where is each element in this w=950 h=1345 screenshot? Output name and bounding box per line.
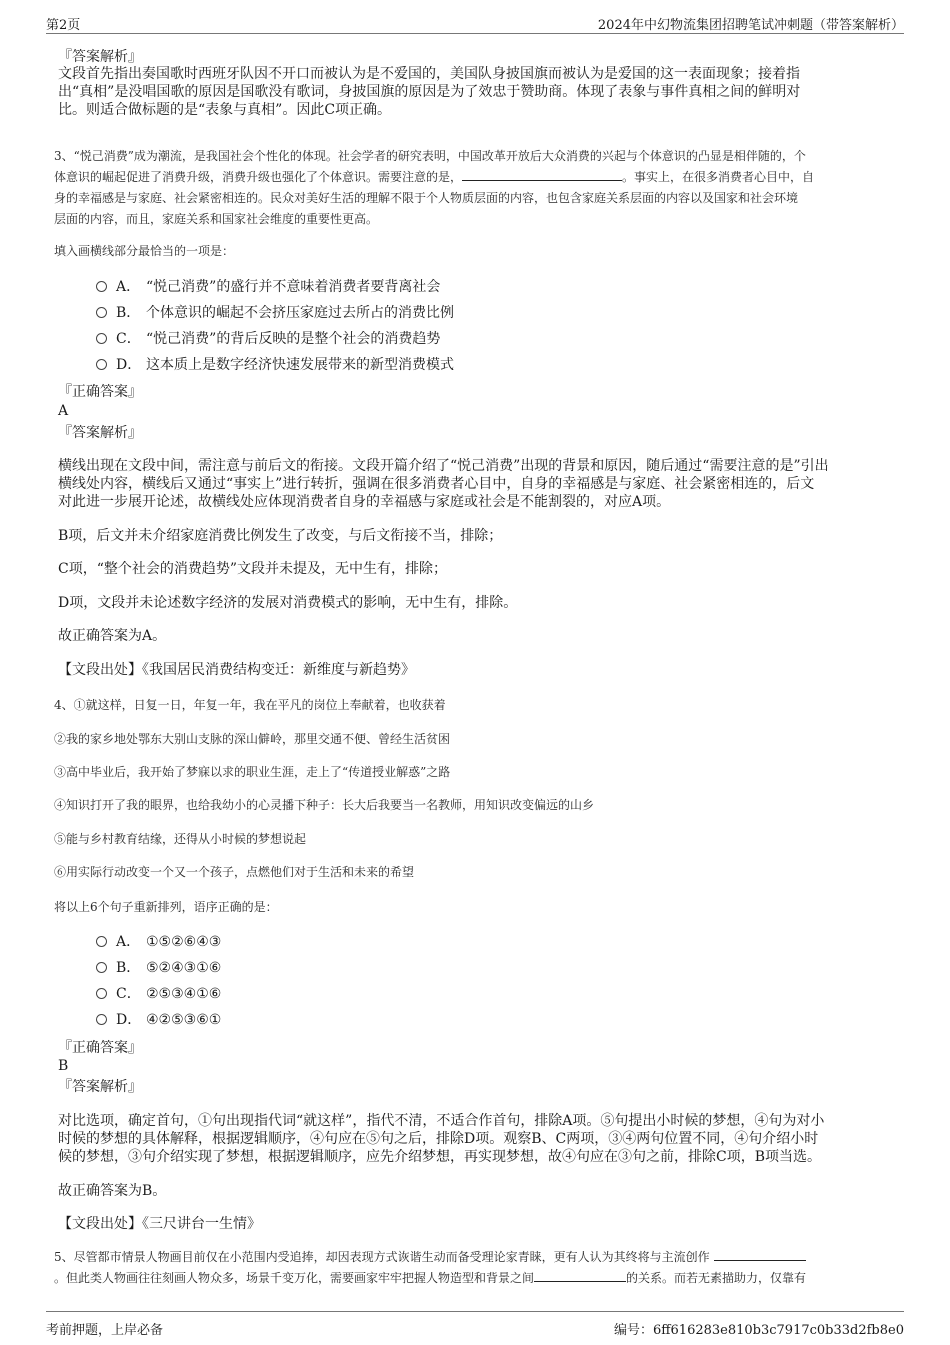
option-d[interactable] — [96, 1010, 221, 1030]
question-3-line: 3、“悦己消费”成为潮流，是我国社会个性化的体现。社会学者的研究表明，中国改革开放后大众消费的兴起与个体意识的凸显是相伴随的，个 — [54, 149, 806, 163]
correct-answer: A — [58, 403, 69, 419]
analysis-line: 对此进一步展开论述，故横线处应体现消费者自身的幸福感与家庭或社会是不能割裂的，对应A项。 — [58, 494, 671, 510]
option-b[interactable] — [96, 958, 221, 978]
option-b[interactable] — [96, 303, 454, 323]
radio-icon[interactable] — [96, 962, 107, 973]
footer-slogan: 考前押题，上岸必备 — [46, 1323, 164, 1338]
analysis-line: 文段首先指出奏国歌时西班牙队因不开口而被认为是不爱国的，美国队身披国旗而被认为是爱国的这一表面现象；接着指 — [58, 66, 800, 82]
radio-icon[interactable] — [96, 988, 107, 999]
conclusion: 故正确答案为B。 — [58, 1183, 167, 1199]
question-5-line — [54, 1247, 896, 1268]
fill-blank — [462, 168, 622, 181]
analysis-line: 时候的梦想的具体解释，根据逻辑顺序，④句应在⑤句之后，排除D项。观察B、C两项，③④两句位置不同，④句介绍小时 — [58, 1131, 819, 1147]
radio-icon[interactable] — [96, 307, 107, 318]
document-id: 编号：6ff616283e810b3c7917c0b33d2fb8e0 — [614, 1323, 904, 1338]
option-text: 这本质上是数字经济快速发展带来的新型消费模式 — [146, 357, 454, 373]
footer-divider — [46, 1311, 904, 1312]
question-4-sentence: 4、①就这样，日复一日，年复一年，我在平凡的岗位上奉献着，也收获着 — [54, 698, 446, 712]
page-footer — [0, 1305, 950, 1345]
radio-icon[interactable] — [96, 936, 107, 947]
analysis-note-c: C项，“整个社会的消费趋势”文段并未提及，无中生有，排除； — [58, 561, 448, 577]
option-d[interactable] — [96, 355, 454, 375]
source-citation: 【文段出处】《我国居民消费结构变迁：新维度与新趋势》 — [58, 662, 415, 678]
radio-icon[interactable] — [96, 359, 107, 370]
option-text: ④②⑤③⑥① — [146, 1012, 222, 1028]
page-header — [0, 0, 950, 34]
question-5-line — [54, 1268, 896, 1289]
radio-icon[interactable] — [96, 1014, 107, 1025]
analysis-line: 比。则适合做标题的是“表象与真相”。因此C项正确。 — [58, 102, 392, 118]
option-c[interactable] — [96, 984, 221, 1004]
page-number: 第2页 — [46, 18, 81, 33]
fill-blank — [714, 1248, 806, 1261]
radio-icon[interactable] — [96, 281, 107, 292]
option-letter: D． — [116, 357, 142, 373]
question-3-text: 体意识的崛起促进了消费升级，消费升级也强化了个体意识。需要注意的是， — [54, 170, 463, 184]
correct-answer-label: 『正确答案』 — [58, 1040, 142, 1056]
question-4-sentence: ②我的家乡地处鄂东大别山支脉的深山僻岭，那里交通不便、曾经生活贫困 — [54, 732, 451, 746]
analysis-line: 出“真相”是没唱国歌的原因是国歌没有歌词，身披国旗的原因是为了效忠于赞助商。体现了表象与事件真相之间的鲜明对 — [58, 84, 801, 100]
option-text: “悦己消费”的盛行并不意味着消费者要背离社会 — [146, 279, 441, 295]
option-a[interactable] — [96, 277, 440, 297]
question-4-sentence: ⑤能与乡村教育结缘，还得从小时候的梦想说起 — [54, 832, 307, 846]
option-letter: D． — [116, 1012, 142, 1028]
option-letter: A． — [116, 934, 141, 950]
analysis-note-b: B项，后文并未介绍家庭消费比例发生了改变，与后文衔接不当，排除； — [58, 528, 503, 544]
question-5-text: 。但此类人物画往往刻画人物众多，场景千变万化，需要画家牢牢把握人物造型和背景之间 — [54, 1271, 535, 1285]
question-3-line: 层面的内容，而且，家庭关系和国家社会维度的重要性更高。 — [54, 212, 379, 226]
question-3-line — [54, 167, 896, 188]
source-citation: 【文段出处】《三尺讲台一生情》 — [58, 1216, 261, 1232]
correct-answer-label: 『正确答案』 — [58, 384, 142, 400]
conclusion: 故正确答案为A。 — [58, 628, 167, 644]
analysis-line: 候的梦想，③句介绍实现了梦想，根据逻辑顺序，应先介绍梦想，再实现梦想，故④句应在③句之前，排除C项，B项当选。 — [58, 1149, 821, 1165]
analysis-label: 『答案解析』 — [58, 425, 142, 441]
analysis-line: 横线处内容，横线后又通过“事实上”进行转折，强调在很多消费者心目中，自身的幸福感是与家庭、社会紧密相连的，后文 — [58, 476, 815, 492]
header-divider — [46, 33, 904, 34]
option-letter: C． — [116, 986, 141, 1002]
option-c[interactable] — [96, 329, 440, 349]
analysis-line: 对比选项，确定首句，①句出现指代词“就这样”，指代不清，不适合作首句，排除A项。⑤句提出小时候的梦想，④句为对小 — [58, 1113, 825, 1129]
option-text: 个体意识的崛起不会挤压家庭过去所占的消费比例 — [146, 305, 454, 321]
question-5-text: 5、尽管都市情景人物画目前仅在小范围内受追捧，却因表现方式诙谐生动而备受理论家青睐，更有人认为其终将与主流创作 — [54, 1250, 710, 1264]
question-3-text: 。事实上，在很多消费者心目中，自 — [622, 170, 815, 184]
option-letter: A． — [116, 279, 141, 295]
option-letter: C． — [116, 331, 141, 347]
question-3-prompt: 填入画横线部分最恰当的一项是： — [54, 244, 235, 258]
option-letter: B． — [116, 305, 141, 321]
fill-blank — [534, 1269, 626, 1282]
question-4-prompt: 将以上6个句子重新排列，语序正确的是： — [54, 900, 278, 914]
analysis-label: 『答案解析』 — [58, 49, 142, 65]
analysis-label: 『答案解析』 — [58, 1079, 142, 1095]
correct-answer: B — [58, 1058, 69, 1074]
question-3-line: 身的幸福感是与家庭、社会紧密相连的。民众对美好生活的理解不限于个人物质层面的内容，也包含家庭关系层面的内容以及国家和社会环境 — [54, 191, 799, 205]
question-5-text: 的关系。而若无素描助力，仅靠有 — [626, 1271, 807, 1285]
option-a[interactable] — [96, 932, 221, 952]
question-4-sentence: ④知识打开了我的眼界，也给我幼小的心灵播下种子：长大后我要当一名教师，用知识改变偏远的山乡 — [54, 798, 595, 812]
analysis-line: 横线出现在文段中间，需注意与前后文的衔接。文段开篇介绍了“悦己消费”出现的背景和原因，随后通过“需要注意的是”引出 — [58, 458, 829, 474]
option-letter: B． — [116, 960, 141, 976]
analysis-note-d: D项，文段并未论述数字经济的发展对消费模式的影响，无中生有，排除。 — [58, 595, 518, 611]
option-text: ①⑤②⑥④③ — [146, 934, 222, 950]
option-text: ②⑤③④①⑥ — [146, 986, 222, 1002]
option-text: ⑤②④③①⑥ — [146, 960, 222, 976]
radio-icon[interactable] — [96, 333, 107, 344]
option-text: “悦己消费”的背后反映的是整个社会的消费趋势 — [146, 331, 441, 347]
question-4-sentence: ③高中毕业后，我开始了梦寐以求的职业生涯，走上了“传道授业解惑”之路 — [54, 765, 451, 779]
question-4-sentence: ⑥用实际行动改变一个又一个孩子，点燃他们对于生活和未来的希望 — [54, 865, 415, 879]
document-title: 2024年中幻物流集团招聘笔试冲刺题（带答案解析） — [597, 18, 904, 33]
